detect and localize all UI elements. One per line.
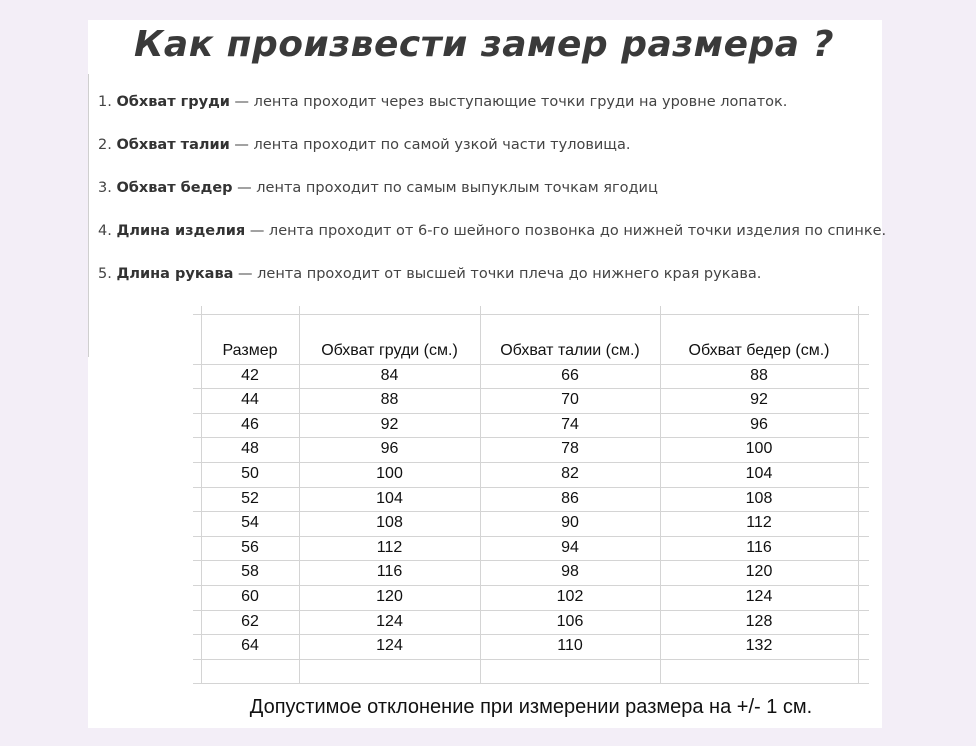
instruction-term: Обхват груди [116, 94, 230, 110]
table-cell: 104 [376, 489, 403, 507]
table-cell: 70 [561, 391, 579, 409]
table-cell: 132 [745, 637, 773, 655]
table-cell: 44 [241, 391, 259, 409]
table-cell: 108 [745, 489, 773, 507]
table-cell: 120 [376, 588, 403, 605]
instruction-list [98, 92, 886, 307]
table-cell: 50 [241, 465, 259, 482]
table-cell: 54 [241, 514, 259, 532]
table-cell: 98 [561, 563, 579, 581]
table-cell: 88 [380, 391, 399, 409]
table-cell: 96 [380, 440, 399, 458]
grid-hline [193, 314, 869, 315]
table-header-cell: Обхват бедер (см.) [688, 342, 830, 359]
instruction-item: 2. Обхват талии — лента проходит по самой узкой части туловища. [98, 137, 631, 153]
instruction-item: 5. Длина рукава — лента проходит от высшей точки плеча до нижнего края рукава. [98, 266, 762, 282]
table-cell: 100 [745, 440, 773, 458]
table-cell: 124 [376, 612, 403, 630]
size-table [193, 306, 869, 728]
table-cell: 112 [376, 538, 403, 556]
table-cell: 66 [561, 366, 579, 384]
instruction-term: Обхват талии [116, 137, 230, 153]
table-cell: 84 [380, 366, 399, 384]
table-cell: 116 [376, 563, 403, 581]
table-cell: 58 [241, 563, 259, 581]
table-cell: 64 [241, 637, 259, 655]
grid-hline [193, 659, 869, 660]
table-header-cell: Обхват груди (см.) [321, 342, 458, 359]
footer-note: Допустимое отклонение при измерении размера на +/- 1 см. [249, 696, 813, 718]
table-cell: 106 [556, 612, 584, 630]
instruction-item: 3. Обхват бедер — лента проходит по самым выпуклым точкам ягодиц [98, 180, 658, 196]
table-cell: 86 [561, 489, 579, 507]
instruction-term: Длина изделия [116, 223, 246, 239]
page-title: Как произвести замер размера ? [133, 24, 834, 65]
table-cell: 78 [561, 440, 579, 458]
table-cell: 108 [376, 514, 403, 532]
table-cell: 124 [376, 637, 403, 655]
grid-vline [858, 306, 859, 683]
grid-hline [193, 683, 869, 684]
table-cell: 62 [241, 612, 259, 630]
table-cell: 94 [561, 538, 579, 556]
instruction-term: Обхват бедер [116, 180, 233, 196]
table-cell: 88 [750, 366, 768, 384]
table-cell: 60 [241, 588, 259, 605]
table-cell: 74 [561, 415, 579, 433]
table-cell: 128 [745, 612, 773, 630]
table-header-cell: Размер [222, 342, 278, 359]
table-header-cell: Обхват талии (см.) [500, 342, 640, 359]
table-cell: 56 [241, 538, 259, 556]
table-cell: 110 [557, 637, 583, 655]
table-cell: 52 [241, 489, 259, 507]
instruction-term: Длина рукава [116, 266, 234, 282]
table-cell: 102 [556, 588, 584, 605]
left-divider [88, 74, 89, 357]
table-cell: 92 [750, 391, 768, 409]
table-cell: 104 [745, 465, 773, 482]
table-cell: 124 [745, 588, 773, 605]
table-cell: 96 [750, 415, 768, 433]
table-cell: 92 [380, 415, 399, 433]
instruction-item: 1. Обхват груди — лента проходит через выступающие точки груди на уровне лопаток. [98, 94, 788, 110]
instruction-item: 4. Длина изделия — лента проходит от 6-го шейного позвонка до нижней точки изделия по спинке. [98, 223, 887, 239]
table-cell: 82 [561, 465, 579, 482]
table-cell: 48 [241, 440, 259, 458]
table-cell: 112 [746, 514, 772, 532]
table-cell: 42 [241, 366, 259, 384]
table-cell: 120 [745, 563, 773, 581]
table-cell: 90 [561, 514, 579, 532]
table-cell: 116 [746, 538, 772, 556]
table-cell: 100 [376, 465, 403, 482]
table-cell: 46 [241, 415, 259, 433]
